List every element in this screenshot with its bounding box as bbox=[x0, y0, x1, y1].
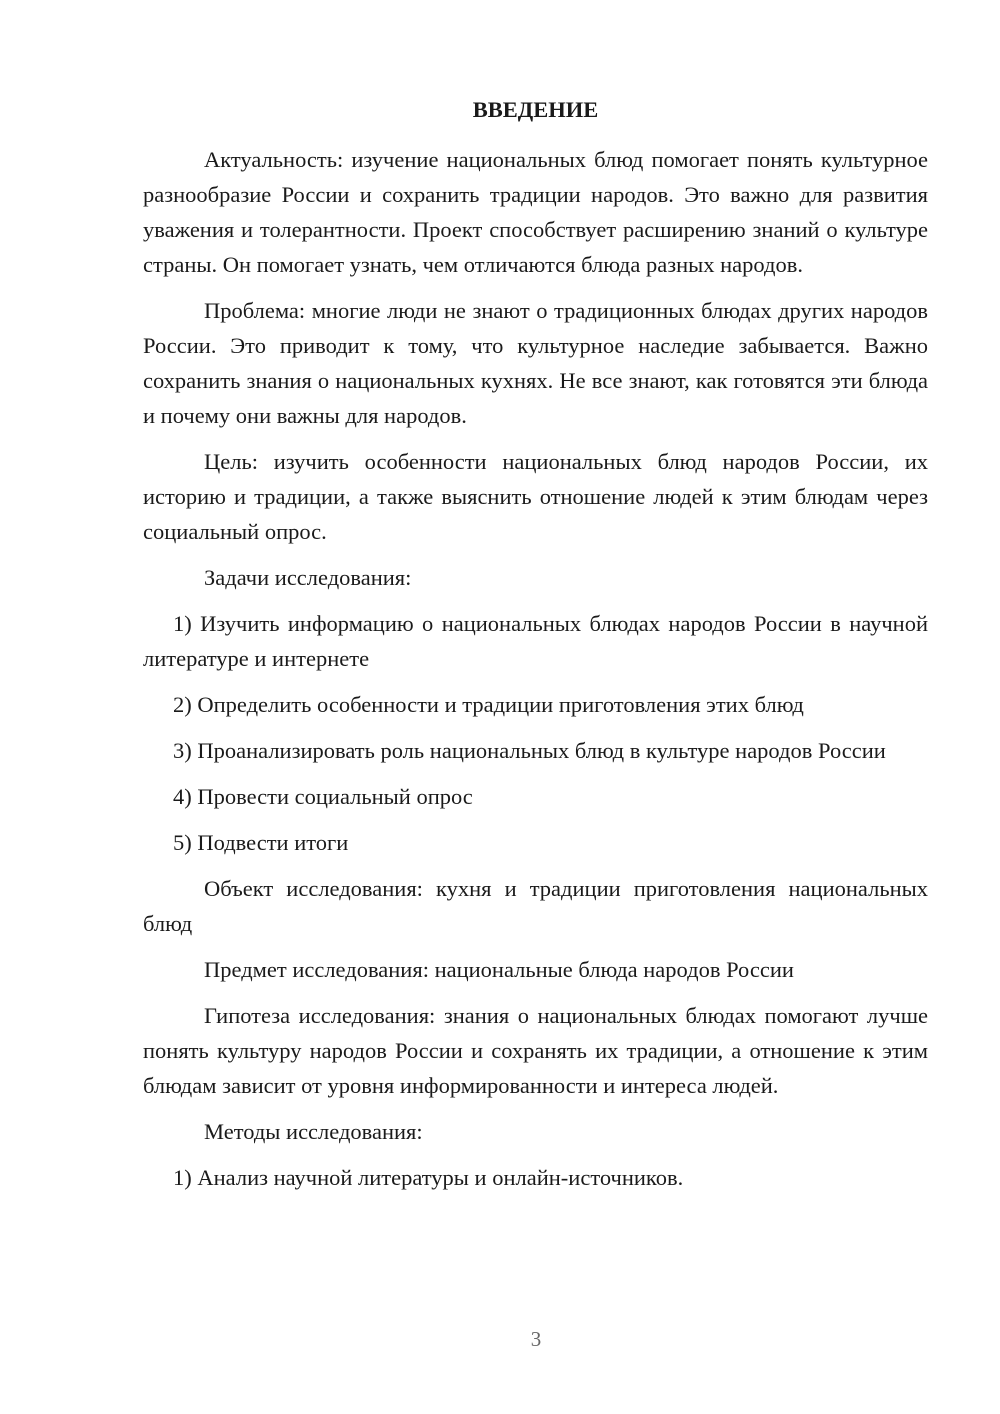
methods-heading: Методы исследования: bbox=[204, 1119, 423, 1144]
task-item: 4) Провести социальный опрос bbox=[173, 784, 473, 809]
subject-paragraph: Предмет исследования: национальные блюда народов России bbox=[204, 957, 794, 982]
task-item: 1) Изучить информацию о национальных блюдах народов России в научной литературе и интернете bbox=[143, 611, 928, 671]
tasks-heading: Задачи исследования: bbox=[204, 565, 412, 590]
relevance-paragraph: Актуальность: изучение национальных блюд помогает понять культурное разнообразие России и сохранить традиции народов. Это важно для развития уважения и толерантности. Проект способствует расширению знаний о культуре страны. Он помогает узнать, чем отличаются блюда разных народов. bbox=[143, 147, 928, 277]
task-item: 3) Проанализировать роль национальных блюд в культуре народов России bbox=[173, 738, 886, 763]
task-item: 5) Подвести итоги bbox=[173, 830, 349, 855]
page-number: 3 bbox=[530, 1327, 542, 1351]
object-paragraph: Объект исследования: кухня и традиции приготовления национальных блюд bbox=[143, 876, 928, 936]
hypothesis-paragraph: Гипотеза исследования: знания о национальных блюдах помогают лучше понять культуру народов России и сохранять их традиции, а отношение к этим блюдам зависит от уровня информированности и интереса людей. bbox=[143, 1003, 928, 1098]
task-item: 2) Определить особенности и традиции приготовления этих блюд bbox=[173, 692, 804, 717]
problem-paragraph: Проблема: многие люди не знают о традиционных блюдах других народов России. Это приводит к тому, что культурное наследие забывается. Важно сохранить знания о национальных кухнях. Не все знают, как готовятся эти блюда и почему они важны для народов. bbox=[143, 298, 928, 428]
method-item: 1) Анализ научной литературы и онлайн-источников. bbox=[173, 1165, 684, 1190]
page-title: ВВЕДЕНИЕ bbox=[472, 97, 599, 122]
goal-paragraph: Цель: изучить особенности национальных блюд народов России, их историю и традиции, а также выяснить отношение людей к этим блюдам через социальный опрос. bbox=[143, 449, 928, 544]
page-content bbox=[143, 92, 928, 1206]
